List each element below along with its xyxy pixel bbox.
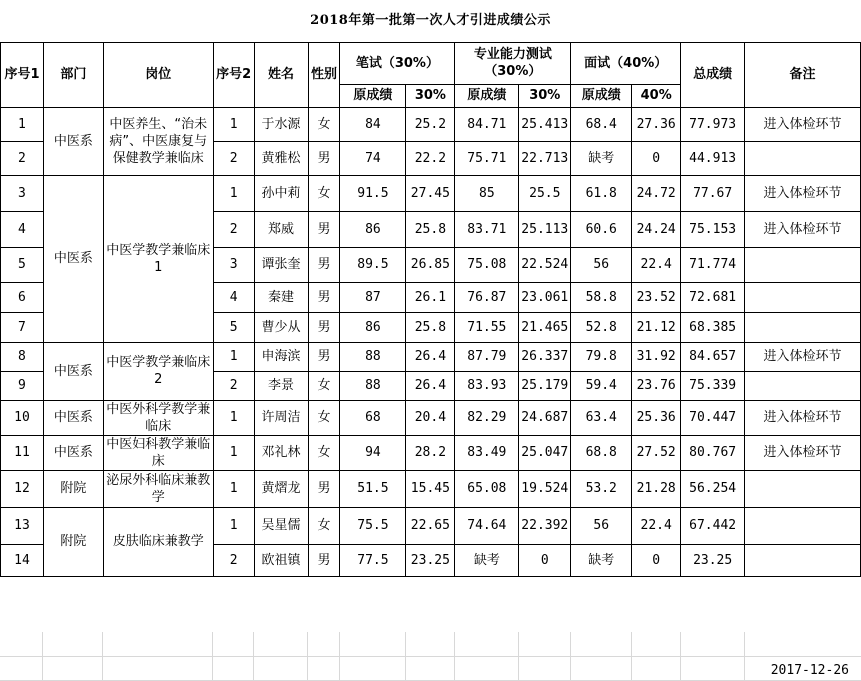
cell-interview-40: 23.52: [632, 282, 681, 312]
cell-seq2: 1: [213, 400, 254, 435]
cell-total: 70.447: [681, 400, 745, 435]
cell-dept: 附院: [43, 470, 103, 507]
cell-gender: 女: [308, 107, 340, 141]
cell-name: 黄熠龙: [254, 470, 308, 507]
cell-ability-raw: 84.71: [455, 107, 519, 141]
cell-gender: 女: [308, 175, 340, 211]
header-ability-30: 30%: [519, 84, 571, 107]
cell-seq1: 2: [1, 141, 44, 175]
cell-ability-raw: 83.93: [455, 371, 519, 400]
cell-gender: 女: [308, 435, 340, 470]
cell-seq2: 2: [213, 141, 254, 175]
cell-ability-30: 0: [519, 544, 571, 576]
cell-interview-raw: 缺考: [571, 141, 632, 175]
cell-seq1: 1: [1, 107, 44, 141]
table-row: [1, 470, 861, 507]
cell-total: 75.153: [681, 211, 745, 247]
cell-gender: 男: [308, 282, 340, 312]
cell-gender: 男: [308, 544, 340, 576]
cell-ability-30: 21.465: [519, 312, 571, 342]
cell-note: 进入体检环节: [745, 435, 861, 470]
cell-seq2: 1: [213, 470, 254, 507]
cell-note: [745, 247, 861, 282]
header-note: 备注: [745, 42, 861, 107]
publish-date: 2017-12-26: [770, 663, 849, 678]
cell-written-raw: 91.5: [340, 175, 406, 211]
cell-ability-raw: 71.55: [455, 312, 519, 342]
cell-name: 吴星儒: [254, 507, 308, 544]
cell-name: 郑威: [254, 211, 308, 247]
cell-note: [745, 544, 861, 576]
cell-seq1: 6: [1, 282, 44, 312]
cell-seq2: 4: [213, 282, 254, 312]
cell-ability-raw: 76.87: [455, 282, 519, 312]
cell-seq2: 1: [213, 175, 254, 211]
cell-ability-raw: 75.08: [455, 247, 519, 282]
cell-gender: 男: [308, 141, 340, 175]
cell-seq2: 3: [213, 247, 254, 282]
cell-dept: 中医系: [43, 342, 103, 400]
cell-note: [745, 312, 861, 342]
cell-ability-raw: 83.71: [455, 211, 519, 247]
cell-interview-raw: 60.6: [571, 211, 632, 247]
cell-total: 84.657: [681, 342, 745, 371]
cell-ability-30: 22.713: [519, 141, 571, 175]
table-row: [1, 435, 861, 470]
cell-gender: 女: [308, 371, 340, 400]
cell-interview-raw: 53.2: [571, 470, 632, 507]
cell-written-30: 22.2: [406, 141, 455, 175]
cell-interview-raw: 58.8: [571, 282, 632, 312]
cell-written-raw: 77.5: [340, 544, 406, 576]
cell-ability-30: 22.392: [519, 507, 571, 544]
cell-seq2: 1: [213, 435, 254, 470]
cell-post: 中医学教学兼临床2: [103, 342, 213, 400]
cell-interview-raw: 68.4: [571, 107, 632, 141]
cell-note: [745, 141, 861, 175]
header-ability-raw: 原成绩: [455, 84, 519, 107]
cell-name: 谭张奎: [254, 247, 308, 282]
cell-name: 曹少从: [254, 312, 308, 342]
cell-total: 68.385: [681, 312, 745, 342]
cell-interview-40: 31.92: [632, 342, 681, 371]
cell-name: 李景: [254, 371, 308, 400]
cell-interview-raw: 缺考: [571, 544, 632, 576]
cell-gender: 男: [308, 312, 340, 342]
cell-written-30: 26.4: [406, 342, 455, 371]
cell-post: 中医养生、“治未病”、中医康复与保健教学兼临床: [103, 107, 213, 175]
cell-seq1: 5: [1, 247, 44, 282]
cell-note: [745, 282, 861, 312]
cell-seq2: 1: [213, 342, 254, 371]
cell-name: 申海滨: [254, 342, 308, 371]
cell-name: 孙中莉: [254, 175, 308, 211]
cell-interview-40: 22.4: [632, 507, 681, 544]
cell-note: 进入体检环节: [745, 107, 861, 141]
cell-total: 77.973: [681, 107, 745, 141]
cell-ability-raw: 85: [455, 175, 519, 211]
cell-total: 67.442: [681, 507, 745, 544]
cell-note: 进入体检环节: [745, 175, 861, 211]
cell-written-raw: 74: [340, 141, 406, 175]
cell-seq2: 2: [213, 544, 254, 576]
cell-seq1: 14: [1, 544, 44, 576]
cell-ability-30: 25.113: [519, 211, 571, 247]
cell-total: 75.339: [681, 371, 745, 400]
cell-interview-40: 23.76: [632, 371, 681, 400]
cell-total: 56.254: [681, 470, 745, 507]
header-written-raw: 原成绩: [340, 84, 406, 107]
cell-seq1: 13: [1, 507, 44, 544]
cell-name: 秦建: [254, 282, 308, 312]
cell-written-30: 25.8: [406, 211, 455, 247]
cell-note: 进入体检环节: [745, 342, 861, 371]
cell-written-raw: 84: [340, 107, 406, 141]
header-seq2: 序号2: [213, 42, 254, 107]
header-ability: 专业能力测试（30%）: [455, 42, 571, 84]
cell-interview-raw: 56: [571, 507, 632, 544]
header-post: 岗位: [103, 42, 213, 107]
cell-note: 进入体检环节: [745, 400, 861, 435]
header-gender: 性别: [308, 42, 340, 107]
cell-written-raw: 87: [340, 282, 406, 312]
table-row: [1, 400, 861, 435]
cell-seq1: 8: [1, 342, 44, 371]
table-row: [1, 107, 861, 141]
cell-seq1: 11: [1, 435, 44, 470]
cell-interview-raw: 59.4: [571, 371, 632, 400]
cell-interview-raw: 79.8: [571, 342, 632, 371]
cell-interview-40: 27.36: [632, 107, 681, 141]
cell-gender: 女: [308, 400, 340, 435]
cell-note: [745, 470, 861, 507]
cell-gender: 男: [308, 342, 340, 371]
cell-gender: 男: [308, 211, 340, 247]
cell-name: 邓礼林: [254, 435, 308, 470]
cell-total: 71.774: [681, 247, 745, 282]
cell-written-30: 26.1: [406, 282, 455, 312]
cell-ability-30: 26.337: [519, 342, 571, 371]
cell-ability-raw: 75.71: [455, 141, 519, 175]
cell-note: [745, 507, 861, 544]
cell-gender: 女: [308, 507, 340, 544]
cell-written-raw: 75.5: [340, 507, 406, 544]
cell-written-30: 22.65: [406, 507, 455, 544]
cell-name: 欧祖镇: [254, 544, 308, 576]
table-row: [1, 507, 861, 544]
cell-interview-40: 0: [632, 141, 681, 175]
cell-ability-raw: 74.64: [455, 507, 519, 544]
cell-seq1: 7: [1, 312, 44, 342]
header-seq1: 序号1: [1, 42, 44, 107]
cell-seq2: 2: [213, 371, 254, 400]
cell-written-raw: 88: [340, 371, 406, 400]
cell-seq2: 2: [213, 211, 254, 247]
header-interview-40: 40%: [632, 84, 681, 107]
cell-written-raw: 94: [340, 435, 406, 470]
cell-dept: 附院: [43, 507, 103, 576]
cell-ability-raw: 65.08: [455, 470, 519, 507]
cell-dept: 中医系: [43, 400, 103, 435]
cell-seq1: 4: [1, 211, 44, 247]
cell-interview-raw: 56: [571, 247, 632, 282]
cell-interview-raw: 68.8: [571, 435, 632, 470]
cell-gender: 男: [308, 470, 340, 507]
cell-dept: 中医系: [43, 435, 103, 470]
cell-written-30: 26.4: [406, 371, 455, 400]
cell-seq2: 5: [213, 312, 254, 342]
cell-ability-30: 22.524: [519, 247, 571, 282]
cell-written-30: 25.8: [406, 312, 455, 342]
page-title: 2018年第一批第一次人才引进成绩公示: [1, 0, 861, 42]
cell-ability-30: 25.179: [519, 371, 571, 400]
cell-ability-30: 23.061: [519, 282, 571, 312]
cell-written-raw: 86: [340, 211, 406, 247]
cell-written-30: 28.2: [406, 435, 455, 470]
cell-written-30: 27.45: [406, 175, 455, 211]
cell-post: 中医外科学教学兼临床: [103, 400, 213, 435]
cell-note: [745, 371, 861, 400]
cell-interview-raw: 63.4: [571, 400, 632, 435]
cell-seq2: 1: [213, 507, 254, 544]
header-interview-raw: 原成绩: [571, 84, 632, 107]
header-interview: 面试（40%）: [571, 42, 681, 84]
cell-seq1: 12: [1, 470, 44, 507]
cell-seq1: 9: [1, 371, 44, 400]
cell-ability-raw: 82.29: [455, 400, 519, 435]
cell-written-raw: 51.5: [340, 470, 406, 507]
cell-written-30: 25.2: [406, 107, 455, 141]
cell-interview-40: 27.52: [632, 435, 681, 470]
cell-total: 77.67: [681, 175, 745, 211]
cell-ability-raw: 87.79: [455, 342, 519, 371]
cell-interview-raw: 61.8: [571, 175, 632, 211]
header-written-30: 30%: [406, 84, 455, 107]
table-row: [1, 342, 861, 371]
cell-interview-40: 22.4: [632, 247, 681, 282]
cell-written-raw: 86: [340, 312, 406, 342]
cell-interview-40: 21.28: [632, 470, 681, 507]
cell-interview-40: 24.24: [632, 211, 681, 247]
cell-name: 黄雅松: [254, 141, 308, 175]
cell-written-raw: 88: [340, 342, 406, 371]
cell-interview-40: 24.72: [632, 175, 681, 211]
cell-written-raw: 89.5: [340, 247, 406, 282]
cell-dept: 中医系: [43, 175, 103, 342]
cell-interview-40: 25.36: [632, 400, 681, 435]
cell-ability-raw: 缺考: [455, 544, 519, 576]
header-written: 笔试（30%）: [340, 42, 455, 84]
cell-written-raw: 68: [340, 400, 406, 435]
header-total: 总成绩: [681, 42, 745, 107]
cell-note: 进入体检环节: [745, 211, 861, 247]
cell-post: 中医学教学兼临床1: [103, 175, 213, 342]
cell-post: 中医妇科教学兼临床: [103, 435, 213, 470]
cell-written-30: 23.25: [406, 544, 455, 576]
cell-ability-30: 25.5: [519, 175, 571, 211]
cell-total: 44.913: [681, 141, 745, 175]
cell-written-30: 15.45: [406, 470, 455, 507]
cell-interview-40: 21.12: [632, 312, 681, 342]
cell-dept: 中医系: [43, 107, 103, 175]
cell-ability-30: 24.687: [519, 400, 571, 435]
cell-ability-30: 25.047: [519, 435, 571, 470]
cell-ability-30: 19.524: [519, 470, 571, 507]
cell-ability-raw: 83.49: [455, 435, 519, 470]
cell-interview-40: 0: [632, 544, 681, 576]
cell-ability-30: 25.413: [519, 107, 571, 141]
cell-written-30: 20.4: [406, 400, 455, 435]
cell-post: 泌尿外科临床兼教学: [103, 470, 213, 507]
cell-total: 72.681: [681, 282, 745, 312]
cell-written-30: 26.85: [406, 247, 455, 282]
cell-total: 80.767: [681, 435, 745, 470]
cell-name: 于水源: [254, 107, 308, 141]
header-dept: 部门: [43, 42, 103, 107]
cell-seq1: 10: [1, 400, 44, 435]
cell-total: 23.25: [681, 544, 745, 576]
cell-gender: 男: [308, 247, 340, 282]
cell-post: 皮肤临床兼教学: [103, 507, 213, 576]
cell-interview-raw: 52.8: [571, 312, 632, 342]
cell-seq1: 3: [1, 175, 44, 211]
cell-name: 许周洁: [254, 400, 308, 435]
header-name: 姓名: [254, 42, 308, 107]
cell-seq2: 1: [213, 107, 254, 141]
table-row: [1, 175, 861, 211]
